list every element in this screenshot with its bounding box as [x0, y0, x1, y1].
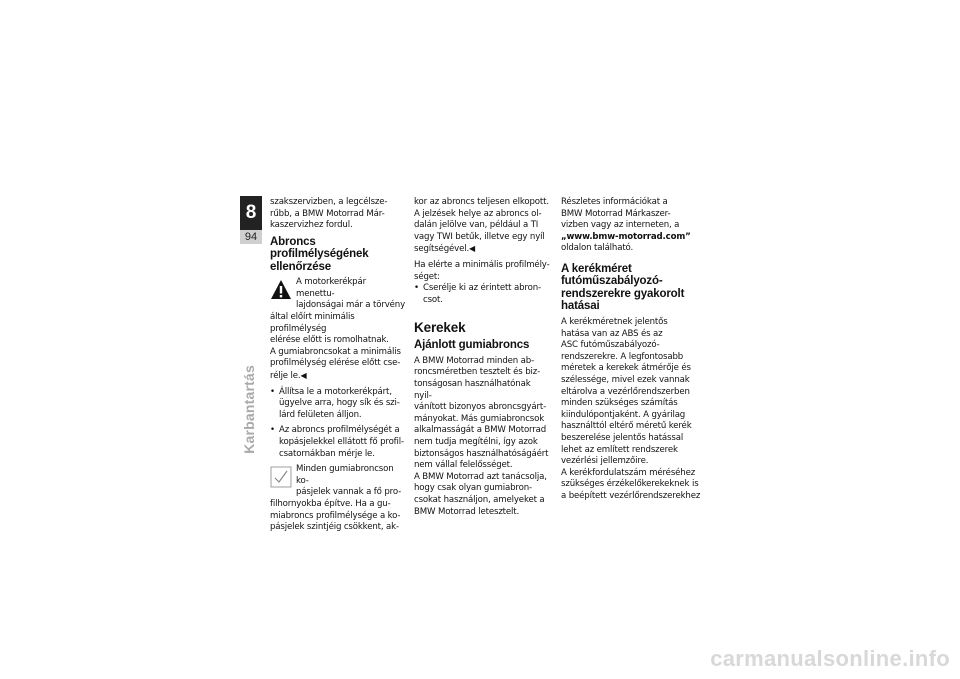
note-text: filhornyokba építve. Ha a gu- miabroncs profilmélysége a ko- pásjelek szintjéig csökkent, ak- — [270, 498, 401, 533]
bullet-icon: • — [270, 386, 275, 397]
minimum-depth-paragraph: Ha elérte a minimális profilmély- séget: — [414, 259, 550, 282]
warning-block — [270, 277, 406, 312]
note-check-icon — [270, 466, 292, 488]
bullet-item: • Cserélje ki az érintett abron- csot. — [414, 283, 541, 305]
bullet-item: • Az abroncs profilmélységét a kopásjelekkel ellátott fő profil- csatornákban mérje le. — [270, 425, 404, 459]
end-mark-icon: ◀ — [300, 371, 307, 381]
heading-wheel-size-effects: A kerékméret futóműszabályozó-rendszerekre gyakorolt hatásai — [561, 262, 685, 313]
column-1 — [270, 197, 406, 538]
column-2 — [414, 197, 550, 522]
wheel-size-paragraph: A kerékméretnek jelentős hatása van az ABS és az ASC futóműszabályozó- rendszerekre. A legfontosabb méretek a kerekek átmérője és szélessége, mivel ezek vannak eltárolva a vezérlőrendszerben minden szükséges számítás kiindulópontjaként. A gyárilag használttól eltérő méretű kerék beszerelése jelentős hatással lehet az említett rendszerek vezérlési jellemzőire. — [561, 316, 692, 467]
page-number: 94 — [240, 230, 262, 244]
heading-profile-depth: Abroncs profilmélységének ellenőrzése — [270, 235, 369, 273]
chapter-number: 8 — [240, 196, 262, 230]
bullet-item: • Állítsa le a motorkerékpárt, ügyelve arra, hogy sík és szi- lárd felületen álljon. — [270, 386, 400, 420]
warning-text-top: A motorkerékpár menettu- lajdonságai már a törvény — [296, 277, 406, 311]
note-block — [270, 464, 406, 499]
intro-paragraph: szakszervizben, a legcélsze- rűbb, a BMW Motorrad Már- kaszervizhez fordul. — [270, 197, 388, 231]
wear-indicator-paragraph: kor az abroncs teljesen elkopott. A jelzések helye az abroncs ol- dalán jelölve van, például a TI vagy TWI betűk, illetve egy nyíl segítségével.◀ — [414, 197, 549, 255]
website-link[interactable]: „www.bmw-motorrad.com” — [561, 231, 691, 242]
heading-wheels: Kerekek — [414, 320, 466, 336]
heading-recommended-tyres: Ajánlott gumiabroncs — [414, 339, 530, 352]
bullet-icon: • — [270, 425, 275, 436]
warning-text: által előírt minimális profilmélység elérése előtt is romolhatnak. A gumiabroncsokat a minimális profilmélység elérése előtt cse- rélje le.◀ — [270, 312, 401, 382]
note-text-top: Minden gumiabroncson ko- pásjelek vannak a fő pro- — [296, 464, 402, 498]
recommended-tyres-paragraph: A BMW Motorrad minden ab- roncsméretben tesztelt és biz- tonságosan használhatónak nyil- vánított bizonyos abroncsgyárt- mányokat. Más gumiabroncsok alkalmasságát a BMW Motorrad nem tudja megítélni, így azok biztonságos használhatóságáért nem vállal felelősséget. — [414, 355, 549, 471]
chapter-sidebar — [240, 196, 262, 244]
watermark: carmanualsonline.info — [710, 646, 950, 671]
sensor-paragraph: A kerékfordulatszám méréséhez szükséges érzékelőkerekeknek is a beépített vezérlőrendszerekhez — [561, 467, 701, 501]
warning-triangle-icon — [270, 279, 292, 301]
end-mark-icon: ◀ — [469, 244, 476, 254]
info-paragraph: Részletes információkat a BMW Motorrad Márkaszer- vizben vagy az interneten, a „www.bmw-motorrad.com” oldalon található. — [561, 197, 691, 254]
tested-tyres-paragraph: A BMW Motorrad azt tanácsolja, hogy csak olyan gumiabron- csokat használjon, amelyeket a BMW Motorrad letesztelt. — [414, 471, 547, 517]
bullet-icon: • — [414, 283, 419, 294]
column-3 — [561, 197, 701, 506]
section-label: Karbantartás — [241, 365, 257, 454]
